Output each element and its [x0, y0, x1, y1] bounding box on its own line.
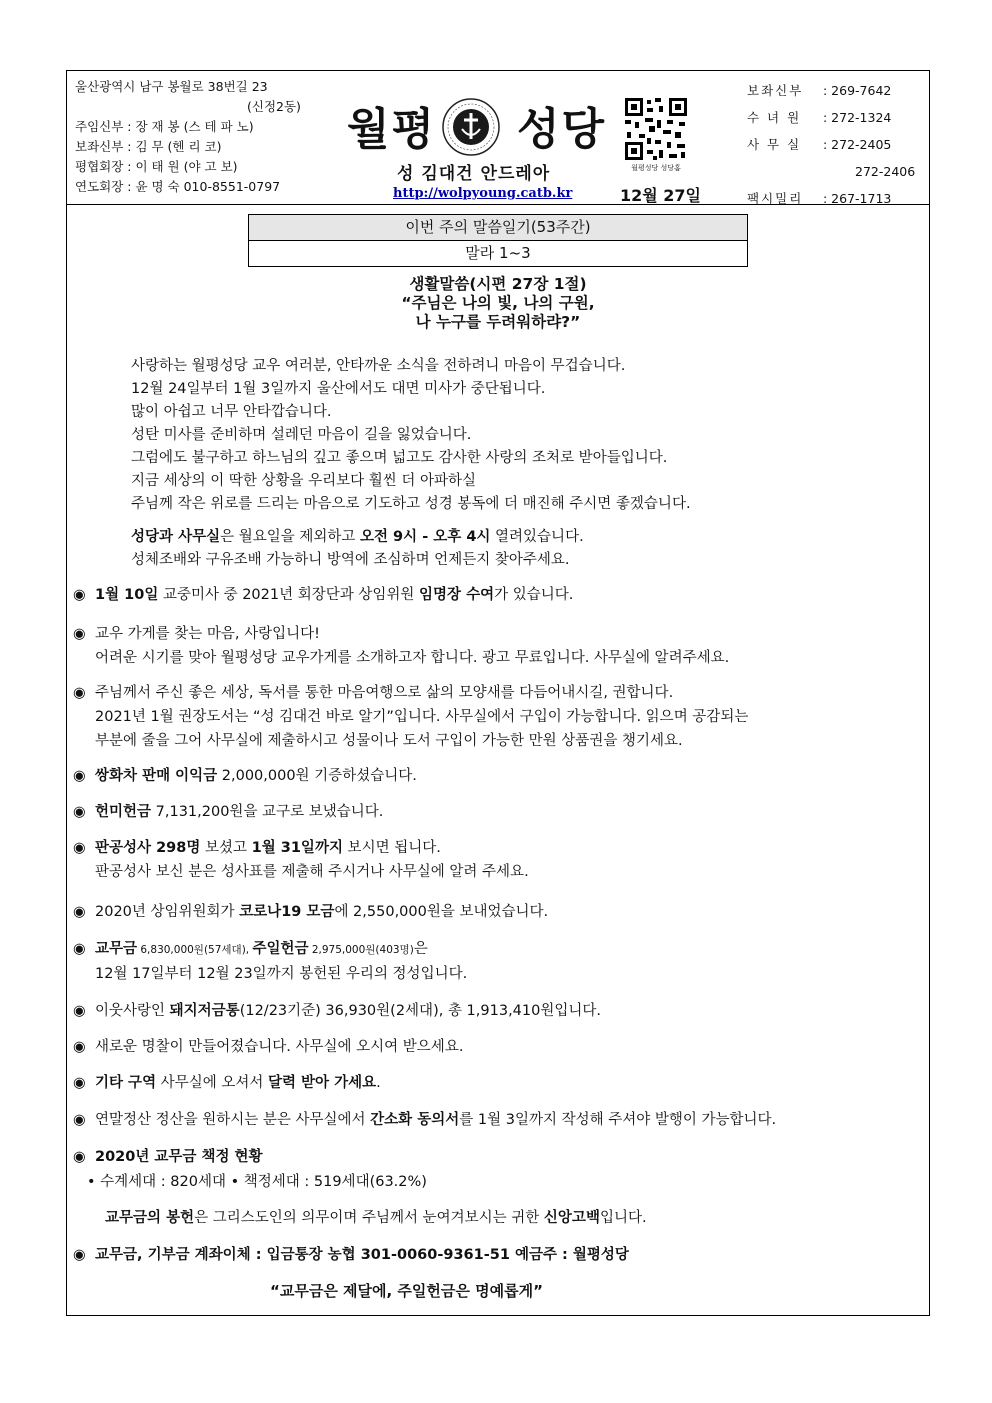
bullet-icon: ◉ [73, 1112, 86, 1128]
pledge-note: 교무금의 봉헌은 그리스도인의 의무이며 주님께서 눈여겨보시는 귀한 신앙고백입니다. [105, 1210, 647, 1226]
notice-item: ◉ 이웃사랑인 돼지저금통(12/23기준) 36,930원(2세대), 총 1,913,410원입니다. [73, 999, 601, 1023]
notice-item: ◉ 판공성사 298명 보셨고 1월 31일까지 보시면 됩니다. 판공성사 보신 분은 성사표를 제출해 주시거나 사무실에 알려 주세요. [73, 836, 529, 884]
church-logo [347, 93, 617, 183]
life-verse: 생활말씀(시편 27장 1절) “주님은 나의 빛, 나의 구원, 나 누구를 두려워하랴?” [401, 275, 595, 331]
qr-caption: 월평성당 성당홈 [631, 164, 681, 172]
notice-item: ◉ 새로운 명찰이 만들어졌습니다. 사무실에 오시여 받으세요. [73, 1035, 463, 1059]
bullet-icon: ◉ [73, 626, 86, 642]
staff-line: 보좌신부 : 김 무 (헨 리 코) [75, 139, 222, 154]
church-website-link[interactable]: http://wolpyoung.catb.kr [393, 186, 573, 201]
notice-item: ◉ 2020년 상임위원회가 코로나19 모금에 2,550,000원을 보내었습니다. [73, 900, 548, 924]
notice-item: ◉ 헌미헌금 7,131,200원을 교구로 보냈습니다. [73, 800, 383, 824]
notice-item [73, 1243, 629, 1267]
address-line: (신정2동) [247, 99, 301, 114]
intro-message [131, 355, 691, 516]
intro-line: 주님께 작은 위로를 드리는 마음으로 기도하고 성경 봉독에 더 매진해 주시면 좋겠습니다. [131, 496, 691, 512]
contact-row: 272-2406 [855, 164, 916, 179]
notice-item: ◉ 연말정산 정산을 원하시는 분은 사무실에서 간소화 동의서를 1월 3일까지 작성해 주셔야 발행이 가능합니다. [73, 1108, 776, 1132]
patron-saint: 성 김대건 안드레아 [397, 164, 551, 184]
bank-account-info: 교무금, 기부금 계좌이체 : 입금통장 농협 301-0060-9361-51 예금주 : 월평성당 [95, 1247, 629, 1263]
bulletin-date: 12월 27일 [620, 186, 702, 205]
intro-line: 많이 아쉽고 너무 안타깝습니다. [131, 404, 332, 420]
contact-row: 팩시밀리 : 267-1713 [747, 191, 892, 206]
bullet-icon: ◉ [73, 804, 86, 820]
address-block [75, 77, 301, 197]
notice-item: ◉ 주님께서 주신 좋은 세상, 독서를 통한 마음여행으로 삶의 모양새를 다듬어내시길, 권합니다. 2021년 1월 권장도서는 “성 김대건 바로 알기”입니다. 사무실에서 구입이 가능합니다. 읽으며 공감되는 부분에 줄을 그어 사무실에 제출하시고 성물이나 도서 구입이 가능한 만원 상품권을 챙기세요. [73, 681, 748, 753]
contact-list [747, 77, 915, 212]
notice-item: ◉ 교무금 6,830,000원(57세대), 주일헌금 2,975,000원(403명)은 12월 17일부터 12월 23일까지 봉헌된 우리의 정성입니다. [73, 937, 467, 986]
staff-line: 연도회장 : 윤 명 숙 010-8551-0797 [75, 179, 281, 194]
bullet-icon: ◉ [73, 904, 86, 920]
contact-row: 수 녀 원 : 272-1324 [747, 110, 892, 125]
notice-item: ◉ 기타 구역 사무실에 오셔서 달력 받아 가세요. [73, 1071, 381, 1095]
intro-line: 12월 24일부터 1월 3일까지 울산에서도 대면 미사가 중단됩니다. [131, 381, 546, 397]
notice-item: ◉ 1월 10일 교중미사 중 2021년 회장단과 상임위원 임명장 수여가 있습니다. [73, 583, 573, 607]
contact-row: 보좌신부 : 269-7642 [747, 83, 892, 98]
contact-row: 사 무 실 : 272-2405 [747, 137, 892, 152]
bullet-icon: ◉ [73, 685, 86, 701]
notice-item: ◉ 쌍화차 판매 이익금 2,000,000원 기증하셨습니다. [73, 764, 417, 788]
intro-line: 지금 세상의 이 딱한 상황을 우리보다 훨씬 더 아파하실 [131, 473, 477, 489]
bullet-icon: ◉ [73, 1149, 86, 1165]
slogan: “교무금은 제달에, 주일헌금은 명예롭게” [270, 1282, 543, 1300]
bullet-icon: ◉ [73, 768, 86, 784]
church-name-part1: 월평 [347, 104, 437, 155]
reading-title: 이번 주의 말씀일기(53주간) [249, 215, 747, 241]
bullet-icon: ◉ [73, 1039, 86, 1055]
bulletin-frame [66, 70, 930, 1316]
bullet-icon: ◉ [73, 941, 86, 957]
bullet-icon: ◉ [73, 1247, 86, 1263]
header [67, 71, 929, 205]
intro-line: 사랑하는 월평성당 교우 여러분, 안타까운 소식을 전하려니 마음이 무겁습니다. [131, 358, 626, 374]
bullet-icon: ◉ [73, 1003, 86, 1019]
pledge-stats: • 수계세대 : 820세대 • 책정세대 : 519세대(63.2%) [87, 1174, 427, 1190]
notice-item: ◉ 교우 가게를 찾는 마음, 사랑입니다! 어려운 시기를 맞아 월평성당 교우가게를 소개하고자 합니다. 광고 무료입니다. 사무실에 알려주세요. [73, 622, 729, 670]
bullet-icon: ◉ [73, 587, 86, 603]
church-name-part2: 성당 [517, 104, 607, 155]
staff-line: 평협회장 : 이 태 원 (야 고 보) [75, 159, 238, 174]
church-emblem-icon [441, 97, 501, 157]
intro-line: 그럼에도 불구하고 하느님의 깊고 좋으며 넓고도 감사한 사랑의 조처로 받아들입니다. [131, 450, 668, 466]
bullet-icon: ◉ [73, 840, 86, 856]
bullet-icon: ◉ [73, 1075, 86, 1091]
intro-line: 성탄 미사를 준비하며 설레던 마음이 길을 잃었습니다. [131, 427, 472, 443]
qr-code-icon[interactable] [623, 96, 689, 162]
staff-line: 주임신부 : 장 재 봉 (스 테 파 노) [75, 119, 254, 134]
weekly-reading-box [248, 214, 748, 267]
notice-item: ◉ 2020년 교무금 책정 현황 [73, 1145, 263, 1169]
opening-hours: 성당과 사무실은 월요일을 제외하고 오전 9시 - 오후 4시 열려있습니다. 성체조배와 구유조배 가능하니 방역에 조심하며 언제든지 찾아주세요. [131, 529, 584, 568]
reading-book: 말라 1~3 [465, 244, 531, 262]
address-line: 울산광역시 남구 봉월로 38번길 23 [75, 79, 268, 94]
